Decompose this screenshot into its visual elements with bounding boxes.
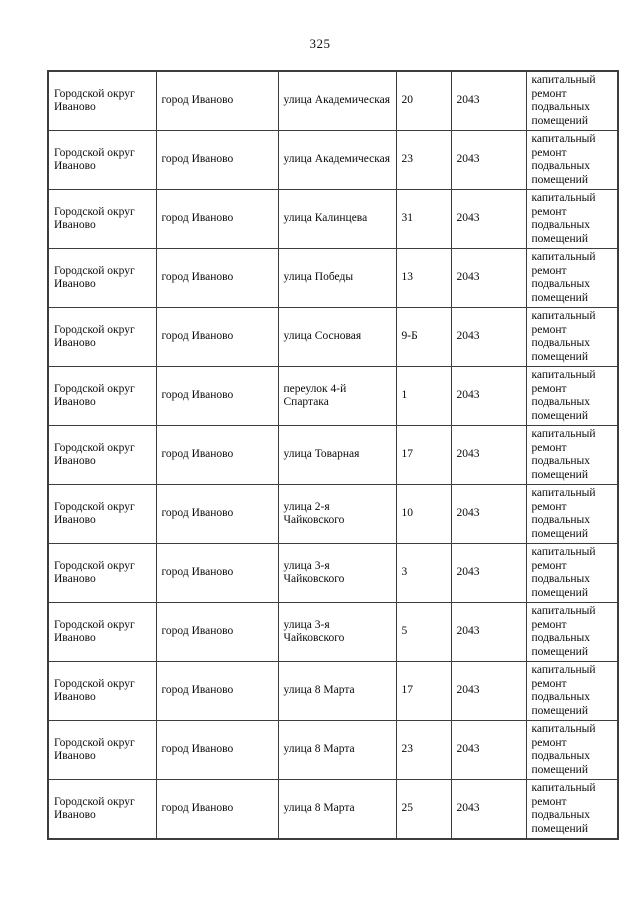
cell-municipality: Городской округ Иваново [48,603,156,662]
cell-settlement: город Иваново [156,131,278,190]
cell-street: переулок 4-й Спартака [278,367,396,426]
cell-work-type: капитальный ремонт подвальных помещений [526,367,618,426]
cell-house-number: 10 [396,485,451,544]
cell-street: улица 2-я Чайковского [278,485,396,544]
cell-work-type: капитальный ремонт подвальных помещений [526,190,618,249]
cell-municipality: Городской округ Иваново [48,308,156,367]
cell-settlement: город Иваново [156,71,278,131]
cell-house-number: 31 [396,190,451,249]
cell-house-number: 1 [396,367,451,426]
cell-settlement: город Иваново [156,780,278,840]
cell-municipality: Городской округ Иваново [48,190,156,249]
cell-settlement: город Иваново [156,603,278,662]
cell-work-type: капитальный ремонт подвальных помещений [526,662,618,721]
cell-work-type: капитальный ремонт подвальных помещений [526,485,618,544]
cell-year: 2043 [451,190,526,249]
table-row [48,780,618,840]
cell-municipality: Городской округ Иваново [48,485,156,544]
cell-street: улица Победы [278,249,396,308]
cell-year: 2043 [451,308,526,367]
table-row [48,426,618,485]
cell-municipality: Городской округ Иваново [48,780,156,840]
cell-house-number: 5 [396,603,451,662]
cell-work-type: капитальный ремонт подвальных помещений [526,721,618,780]
page-number: 325 [309,36,331,51]
cell-work-type: капитальный ремонт подвальных помещений [526,603,618,662]
cell-street: улица Академическая [278,131,396,190]
table-row [48,190,618,249]
cell-settlement: город Иваново [156,426,278,485]
cell-street: улица 8 Марта [278,662,396,721]
table-row [48,603,618,662]
cell-settlement: город Иваново [156,190,278,249]
cell-year: 2043 [451,131,526,190]
cell-year: 2043 [451,603,526,662]
cell-house-number: 13 [396,249,451,308]
cell-municipality: Городской округ Иваново [48,249,156,308]
cell-municipality: Городской округ Иваново [48,367,156,426]
cell-year: 2043 [451,71,526,131]
cell-municipality: Городской округ Иваново [48,71,156,131]
cell-house-number: 23 [396,721,451,780]
cell-house-number: 20 [396,71,451,131]
cell-street: улица 8 Марта [278,721,396,780]
cell-street: улица Сосновая [278,308,396,367]
cell-street: улица 3-я Чайковского [278,603,396,662]
table-row [48,485,618,544]
cell-settlement: город Иваново [156,249,278,308]
table-row [48,367,618,426]
cell-municipality: Городской округ Иваново [48,544,156,603]
table-row [48,662,618,721]
cell-year: 2043 [451,367,526,426]
cell-year: 2043 [451,485,526,544]
cell-municipality: Городской округ Иваново [48,131,156,190]
cell-year: 2043 [451,249,526,308]
cell-street: улица 8 Марта [278,780,396,840]
cell-work-type: капитальный ремонт подвальных помещений [526,249,618,308]
repairs-table [47,70,619,840]
cell-house-number: 17 [396,662,451,721]
cell-work-type: капитальный ремонт подвальных помещений [526,308,618,367]
table-row [48,131,618,190]
table-body [48,71,618,839]
cell-year: 2043 [451,544,526,603]
cell-settlement: город Иваново [156,485,278,544]
cell-settlement: город Иваново [156,662,278,721]
cell-house-number: 17 [396,426,451,485]
cell-municipality: Городской округ Иваново [48,721,156,780]
table-row [48,308,618,367]
cell-settlement: город Иваново [156,721,278,780]
cell-house-number: 25 [396,780,451,840]
cell-work-type: капитальный ремонт подвальных помещений [526,544,618,603]
cell-work-type: капитальный ремонт подвальных помещений [526,426,618,485]
cell-municipality: Городской округ Иваново [48,662,156,721]
cell-street: улица 3-я Чайковского [278,544,396,603]
cell-year: 2043 [451,721,526,780]
cell-settlement: город Иваново [156,367,278,426]
cell-street: улица Академическая [278,71,396,131]
cell-work-type: капитальный ремонт подвальных помещений [526,780,618,840]
table-row [48,249,618,308]
cell-house-number: 9-Б [396,308,451,367]
cell-settlement: город Иваново [156,544,278,603]
cell-year: 2043 [451,662,526,721]
cell-settlement: город Иваново [156,308,278,367]
cell-house-number: 23 [396,131,451,190]
cell-year: 2043 [451,780,526,840]
cell-house-number: 3 [396,544,451,603]
table-row [48,721,618,780]
cell-municipality: Городской округ Иваново [48,426,156,485]
cell-year: 2043 [451,426,526,485]
table-row [48,544,618,603]
table-row [48,71,618,131]
cell-work-type: капитальный ремонт подвальных помещений [526,71,618,131]
cell-street: улица Калинцева [278,190,396,249]
cell-street: улица Товарная [278,426,396,485]
cell-work-type: капитальный ремонт подвальных помещений [526,131,618,190]
